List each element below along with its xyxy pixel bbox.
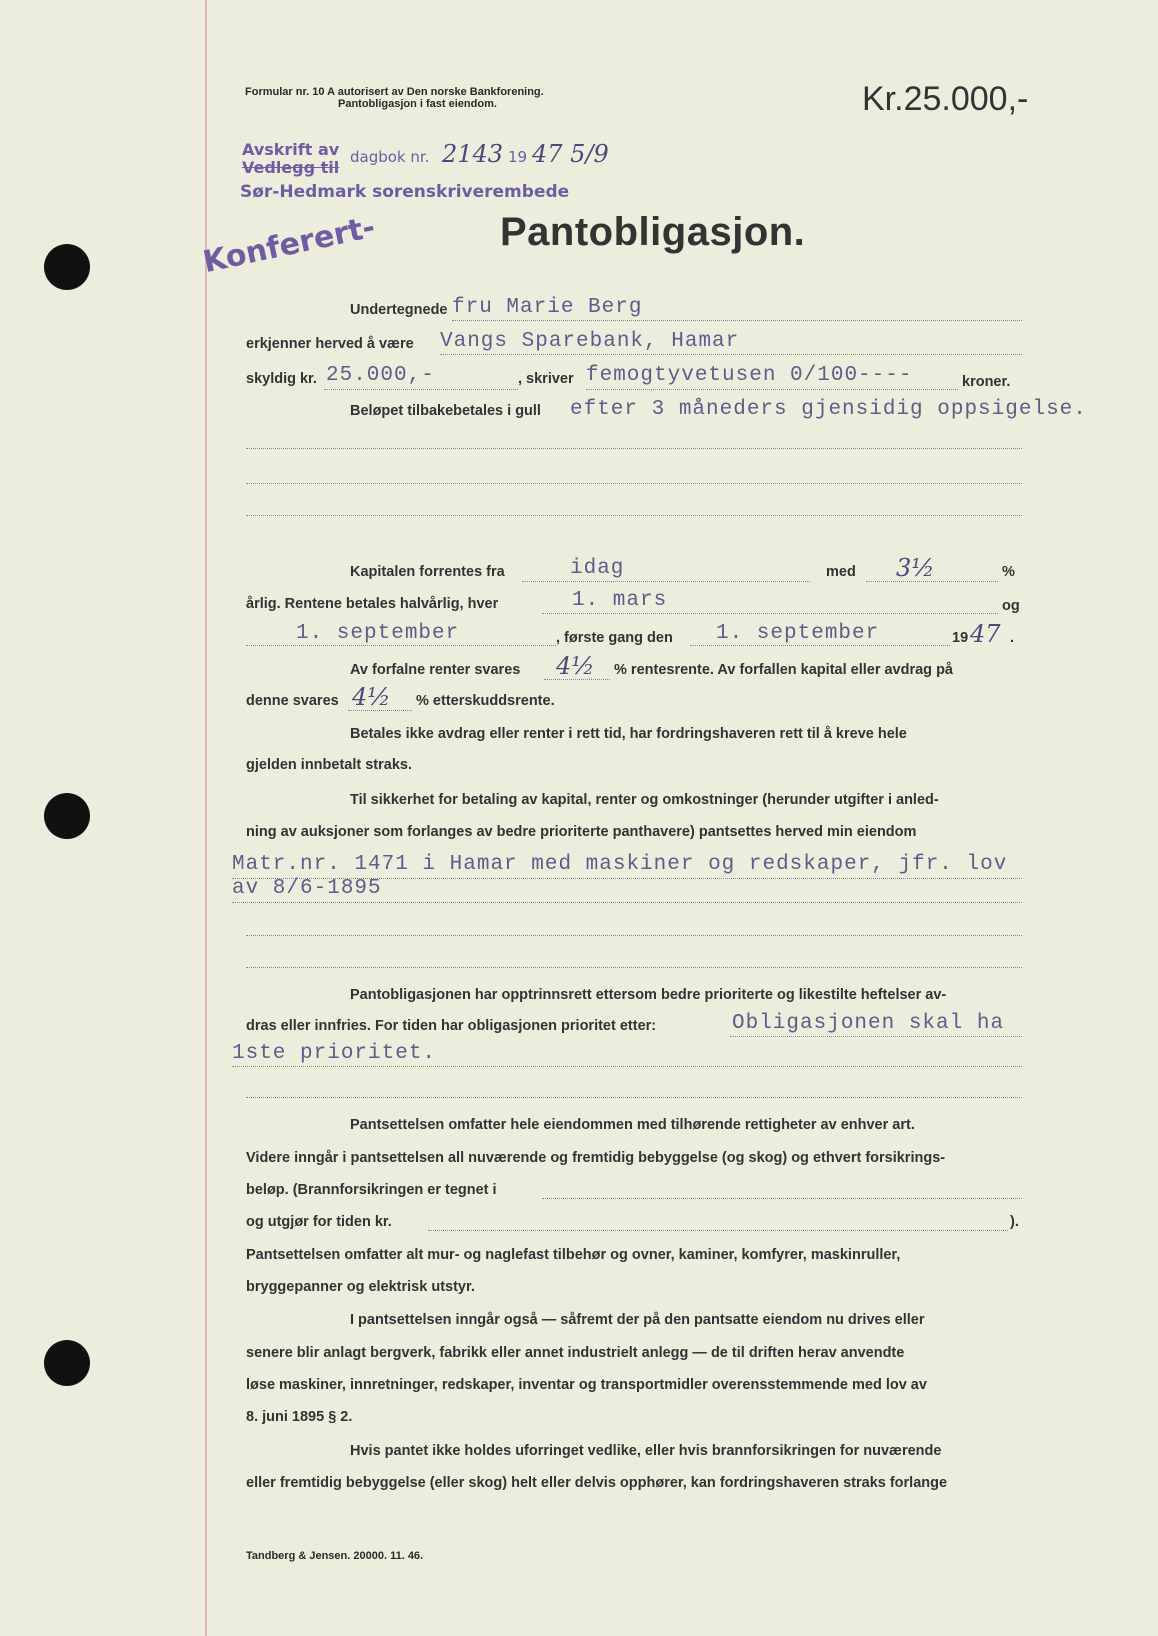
betales-line-1: Betales ikke avdrag eller renter i rett tid, har fordringshaveren rett til å kreve hele <box>350 726 907 742</box>
erkjenner-label: erkjenner herved å være <box>246 336 414 352</box>
arlig-label: årlig. Rentene betales halvårlig, hver <box>246 596 499 612</box>
industri-line-4: 8. juni 1895 § 2. <box>246 1409 353 1425</box>
forfalne-label: Av forfalne renter svares <box>350 662 521 678</box>
sikkerhet-line-1: Til sikkerhet for betaling av kapital, renter og omkostninger (herunder utgifter i anled- <box>350 792 939 808</box>
industri-line-2: senere blir anlagt bergverk, fabrikk eller annet industrielt anlegg — de til driften herav anvendte <box>246 1345 905 1361</box>
prioritet-line-1: Pantobligasjonen har opptrinnsrett ettersom bedre prioriterte og likestilte heftelser av- <box>350 987 947 1003</box>
year-prefix: 19 <box>952 630 969 646</box>
stamp-date: 47 5/9 <box>532 140 609 168</box>
prioritet-value-2: 1ste prioritet. <box>232 1042 437 1065</box>
stamp-dagbok-label: dagbok nr. <box>350 148 430 166</box>
omfatter-line-2: Videre inngår i pantsettelsen all nuværende og fremtidig bebyggelse (og skog) og ethvert forsikrings- <box>246 1150 946 1166</box>
form-line-2: Pantobligasjon i fast eiendom. <box>338 98 497 110</box>
blank-line <box>246 483 1022 484</box>
omfatter-line-4: og utgjør for tiden kr. <box>246 1214 392 1230</box>
denne-label: denne svares <box>246 693 339 709</box>
skriver-value: femogtyvetusen 0/100---- <box>586 364 913 387</box>
denne-value: 4½ <box>352 683 391 711</box>
etterskudd-label: % etterskuddsrente. <box>416 693 555 709</box>
med-label: med <box>826 564 856 580</box>
hvis-line-1: Hvis pantet ikke holdes uforringet vedlike, eller hvis brannforsikringen for nuværende <box>350 1443 942 1459</box>
blank-line <box>246 935 1022 936</box>
blank-line <box>246 515 1022 516</box>
field-line <box>440 354 1022 355</box>
field-line <box>522 581 810 582</box>
forfalne-value: 4½ <box>556 652 595 680</box>
blank-line <box>246 1097 1022 1098</box>
kroner-label: kroner. <box>962 374 1011 390</box>
undertegnede-value: fru Marie Berg <box>452 296 643 319</box>
stamp-office: Sør-Hedmark sorenskriverembede <box>240 182 570 202</box>
first-date-value: 1. september <box>716 622 880 645</box>
field-line <box>428 1230 1008 1231</box>
form-line-1: Formular nr. 10 A autorisert av Den norske Bankforening. <box>245 86 544 98</box>
punch-hole <box>44 1340 90 1386</box>
year-value: 47 <box>970 620 1001 648</box>
field-line <box>452 320 1022 321</box>
stamp-vedlegg: Vedlegg til <box>242 158 340 177</box>
kapitalen-label: Kapitalen forrentes fra <box>350 564 505 580</box>
belopet-label: Beløpet tilbakebetales i gull <box>350 403 541 419</box>
document-title: Pantobligasjon. <box>500 210 806 254</box>
stamp-year-prefix: 19 <box>508 148 528 166</box>
sikkerhet-line-2: ning av auksjoner som forlanges av bedre prioriterte panthavere) pantsettes herved min eiendom <box>246 824 917 840</box>
eiendom-value-2: av 8/6-1895 <box>232 877 382 900</box>
belopet-value: efter 3 måneders gjensidig oppsigelse. <box>570 398 1087 421</box>
forste-label: , første gang den <box>556 630 673 646</box>
industri-line-3: løse maskiner, innretninger, redskaper, inventar og transportmidler overensstemmende med lov av <box>246 1377 927 1393</box>
date1-value: 1. mars <box>572 589 668 612</box>
field-line <box>324 389 518 390</box>
kapitalen-value: idag <box>570 557 625 580</box>
stamp-avskrift: Avskrift av <box>242 140 340 159</box>
eiendom-value-1: Matr.nr. 1471 i Hamar med maskiner og redskaper, jfr. lov <box>232 853 1008 876</box>
field-line <box>246 645 556 646</box>
mur-line-1: Pantsettelsen omfatter alt mur- og naglefast tilbehør og ovner, kaminer, komfyrer, maskinruller, <box>246 1247 901 1263</box>
rentesrente-label: % rentesrente. Av forfallen kapital eller avdrag på <box>614 662 953 678</box>
amount-header: Kr.25.000,- <box>862 80 1029 118</box>
field-line <box>586 389 958 390</box>
mur-line-2: bryggepanner og elektrisk utstyr. <box>246 1279 475 1295</box>
year-period: . <box>1010 630 1015 646</box>
skyldig-label: skyldig kr. <box>246 371 317 387</box>
omfatter-line-4-end: ). <box>1010 1214 1019 1230</box>
prioritet-line-2: dras eller innfries. For tiden har obligasjonen prioritet etter: <box>246 1018 657 1034</box>
omfatter-line-1: Pantsettelsen omfatter hele eiendommen med tilhørende rettigheter av enhver art. <box>350 1117 915 1133</box>
field-line <box>542 1198 1022 1199</box>
blank-line <box>246 448 1022 449</box>
field-line <box>542 613 998 614</box>
blank-line <box>246 967 1022 968</box>
omfatter-line-3: beløp. (Brannforsikringen er tegnet i <box>246 1182 497 1198</box>
betales-line-2: gjelden innbetalt straks. <box>246 757 412 773</box>
erkjenner-value: Vangs Sparebank, Hamar <box>440 330 740 353</box>
date2-value: 1. september <box>296 622 460 645</box>
og-label: og <box>1002 598 1020 614</box>
stamp-konferert: Konferert- <box>200 209 379 281</box>
skyldig-value: 25.000,- <box>326 364 435 387</box>
prioritet-value-1: Obligasjonen skal ha <box>732 1012 1005 1035</box>
punch-hole <box>44 244 90 290</box>
printer-footer: Tandberg & Jensen. 20000. 11. 46. <box>246 1550 424 1562</box>
undertegnede-label: Undertegnede <box>350 302 448 318</box>
industri-line-1: I pantsettelsen inngår også — såfremt der på den pantsatte eiendom nu drives eller <box>350 1312 925 1328</box>
stamp-dagbok-nr: 2143 <box>442 140 504 168</box>
hvis-line-2: eller fremtidig bebyggelse (eller skog) helt eller delvis opphører, kan fordringshaveren straks forlange <box>246 1475 948 1491</box>
skriver-label: , skriver <box>518 371 574 387</box>
pct-label: % <box>1002 564 1015 580</box>
rate-value: 3½ <box>896 554 935 582</box>
field-line <box>232 902 1022 903</box>
field-line <box>232 1066 1022 1067</box>
punch-hole <box>44 793 90 839</box>
field-line <box>690 645 950 646</box>
field-line <box>730 1036 1022 1037</box>
